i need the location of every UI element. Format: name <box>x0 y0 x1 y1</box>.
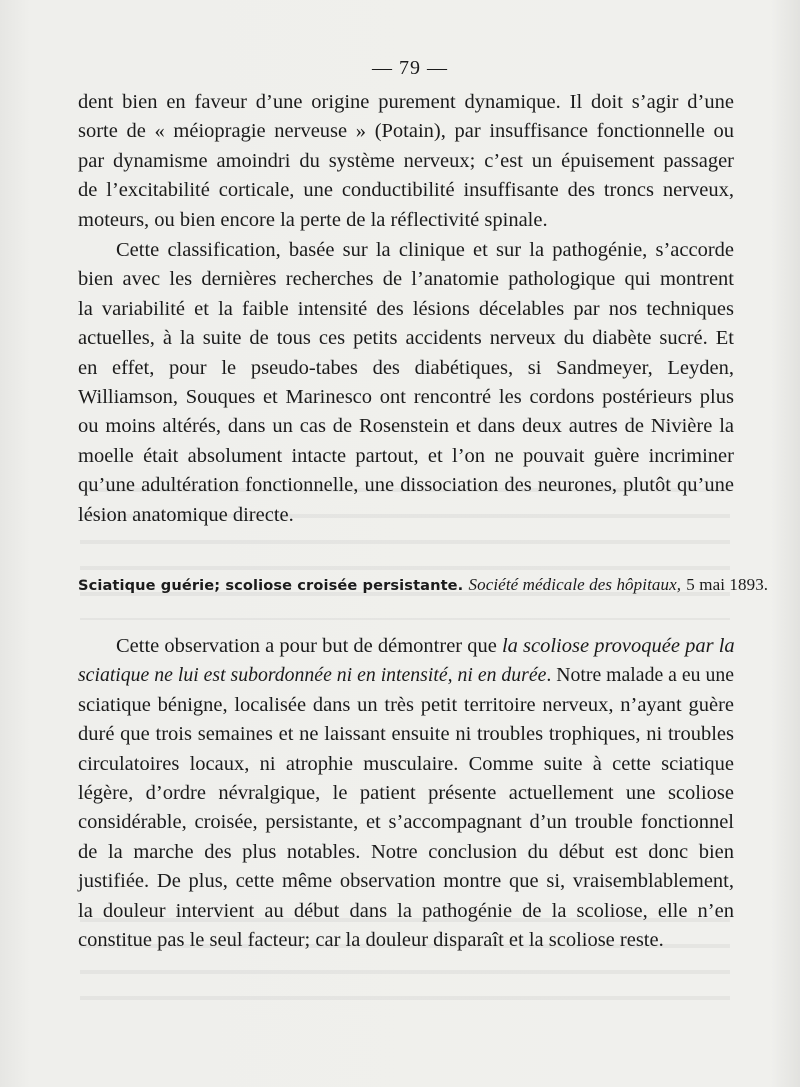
paragraph-3 <box>78 632 734 955</box>
paragraph-3-line: de la marche des plus notables. Notre conclusion du début est donc bien <box>78 840 734 863</box>
paragraph-3-text: . Notre malade a eu une <box>546 664 734 687</box>
paragraph-3-line <box>78 632 734 661</box>
paragraph-3-emphasis: sciatique ne lui est subordonnée ni en intensité, <box>78 664 453 687</box>
heading-journal: Société médicale des hôpitaux, <box>468 575 682 594</box>
paragraph-2-line: ou moins altérés, dans un cas de Rosenstein et dans deux autres de Nivière la <box>78 415 734 438</box>
paragraph-2-line: en effet, pour le pseudo-tabes des diabétiques, si Sandmeyer, Leyden, <box>78 356 734 379</box>
paragraph-3-line <box>78 661 734 690</box>
paragraph-2-line: lésion anatomique directe. <box>78 503 294 526</box>
paragraph-1-line: par dynamisme amoindri du système nerveux; c’est un épuisement passager <box>78 149 734 172</box>
paragraph-3-line: circulatoires locaux, ni atrophie musculaire. Comme suite à cette sciatique <box>78 752 734 775</box>
page-number: — 79 — <box>372 57 448 79</box>
paragraph-3-line: considérable, croisée, persistante, et s’accompagnant d’un trouble fonctionnel <box>78 811 734 834</box>
paragraph-3-emphasis: ni en durée <box>457 664 547 687</box>
paragraph-3-line: constitue pas le seul facteur; car la douleur disparaît et la scoliose reste. <box>78 929 664 952</box>
paragraph-2-line: Williamson, Souques et Marinesco ont rencontré les cordons postérieurs plus <box>78 386 734 409</box>
paragraph-3-line: la douleur intervient au début dans la pathogénie de la scoliose, elle n’en <box>78 899 734 922</box>
paragraph-3-line: sciatique bénigne, localisée dans un très petit territoire nerveux, n’ayant guère <box>78 693 734 716</box>
paragraph-3-emphasis: la scoliose provoquée par la <box>501 635 735 657</box>
paragraph-2-line: bien avec les dernières recherches de l’anatomie pathologique qui montrent <box>78 268 734 291</box>
paragraph-3-line: légère, d’ordre névralgique, le patient présente actuellement une scoliose <box>78 782 734 805</box>
paragraph-1-line: dent bien en faveur d’une origine purement dynamique. Il doit s’agir d’une <box>78 91 734 113</box>
paragraph-2-line: actuelles, à la suite de tous ces petits accidents nerveux du diabète sucré. Et <box>78 327 734 350</box>
heading-date: 5 mai 1893. <box>686 575 769 594</box>
paragraph-2-line: qu’une adultération fonctionnelle, une dissociation des neurones, plutôt qu’une <box>78 474 734 497</box>
paragraph-1-line: de l’excitabilité corticale, une conductibilité insuffisante des troncs nerveux, <box>78 179 734 202</box>
paragraph-1 <box>78 88 734 235</box>
paragraph-1-line: sorte de « méiopragie nerveuse » (Potain), par insuffisance fonctionnelle ou <box>78 120 734 143</box>
paragraph-1-line: moteurs, ou bien encore la perte de la réflectivité spinale. <box>78 208 548 231</box>
paragraph-2-line: moelle était absolument intacte partout, et l’on ne pouvait guère incriminer <box>78 444 734 467</box>
paragraph-2 <box>78 236 734 530</box>
paragraph-3-line: justifiée. De plus, cette même observation montre que si, vraisemblablement, <box>78 870 734 893</box>
paragraph-3-text: Cette observation a pour but de démontrer que <box>116 635 502 657</box>
paragraph-3-line: duré que trois semaines et ne laissant ensuite ni troubles trophiques, ni troubles <box>78 723 734 746</box>
paragraph-2-line: la variabilité et la faible intensité des lésions décelables par nos techniques <box>78 297 734 320</box>
paragraph-2-line: Cette classification, basée sur la clinique et sur la pathogénie, s’accorde <box>116 239 734 261</box>
section-heading <box>78 575 769 595</box>
heading-title: Sciatique guérie; scoliose croisée persistante. <box>78 577 464 594</box>
